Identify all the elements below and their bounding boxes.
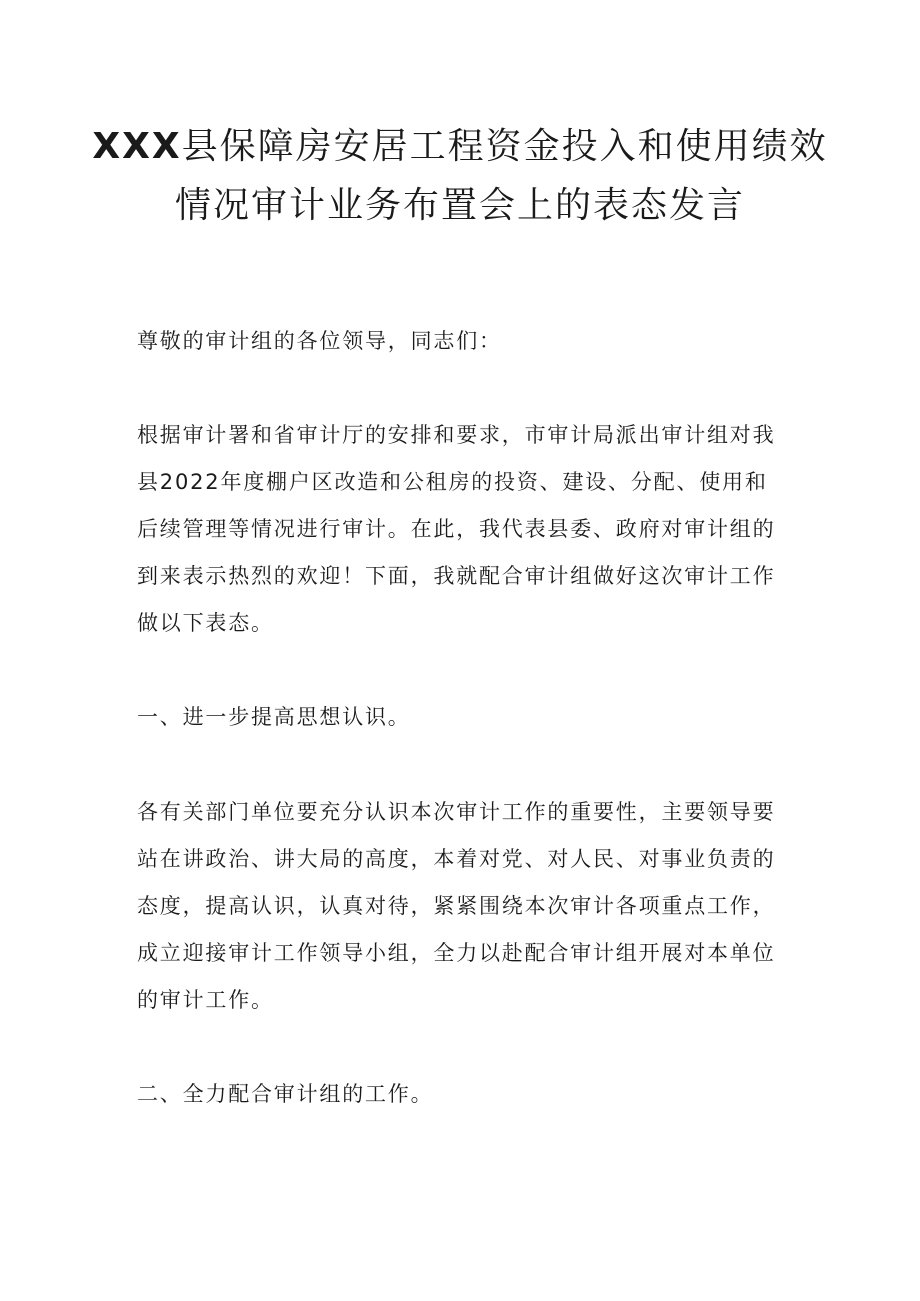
intro-paragraph	[137, 412, 787, 647]
intro-line: 后续管理等情况进行审计。在此，我代表县委、政府对审计组的	[137, 517, 776, 541]
section-1-paragraph	[137, 789, 787, 1024]
section-1-heading: 一、进一步提高思想认识。	[137, 705, 411, 729]
section-1-line: 站在讲政治、讲大局的高度，本着对党、对人民、对事业负责的	[137, 847, 776, 871]
title-line-1-text: 县保障房安居工程资金投入和使用绩效	[181, 126, 828, 167]
section-1-line: 态度，提高认识，认真对待，紧紧围绕本次审计各项重点工作，	[137, 894, 776, 918]
intro-line: 县2022年度棚户区改造和公租房的投资、建设、分配、使用和	[137, 470, 768, 494]
document-title-line-2: 情况审计业务布置会上的表态发言	[174, 185, 745, 226]
title-county-placeholder: XXX	[92, 126, 182, 167]
section-1-line: 的审计工作。	[137, 988, 274, 1012]
section-1-line: 成立迎接审计工作领导小组，全力以赴配合审计组开展对本单位	[137, 941, 776, 965]
intro-line: 到来表示热烈的欢迎！下面，我就配合审计组做好这次审计工作	[137, 564, 776, 588]
greeting: 尊敬的审计组的各位领导，同志们：	[137, 329, 502, 353]
section-2-heading: 二、全力配合审计组的工作。	[137, 1082, 434, 1106]
intro-line: 做以下表态。	[137, 611, 274, 635]
document-title-line-1	[0, 118, 920, 176]
section-1-line: 各有关部门单位要充分认识本次审计工作的重要性，主要领导要	[137, 800, 776, 824]
intro-line: 根据审计署和省审计厅的安排和要求，市审计局派出审计组对我	[137, 423, 776, 447]
